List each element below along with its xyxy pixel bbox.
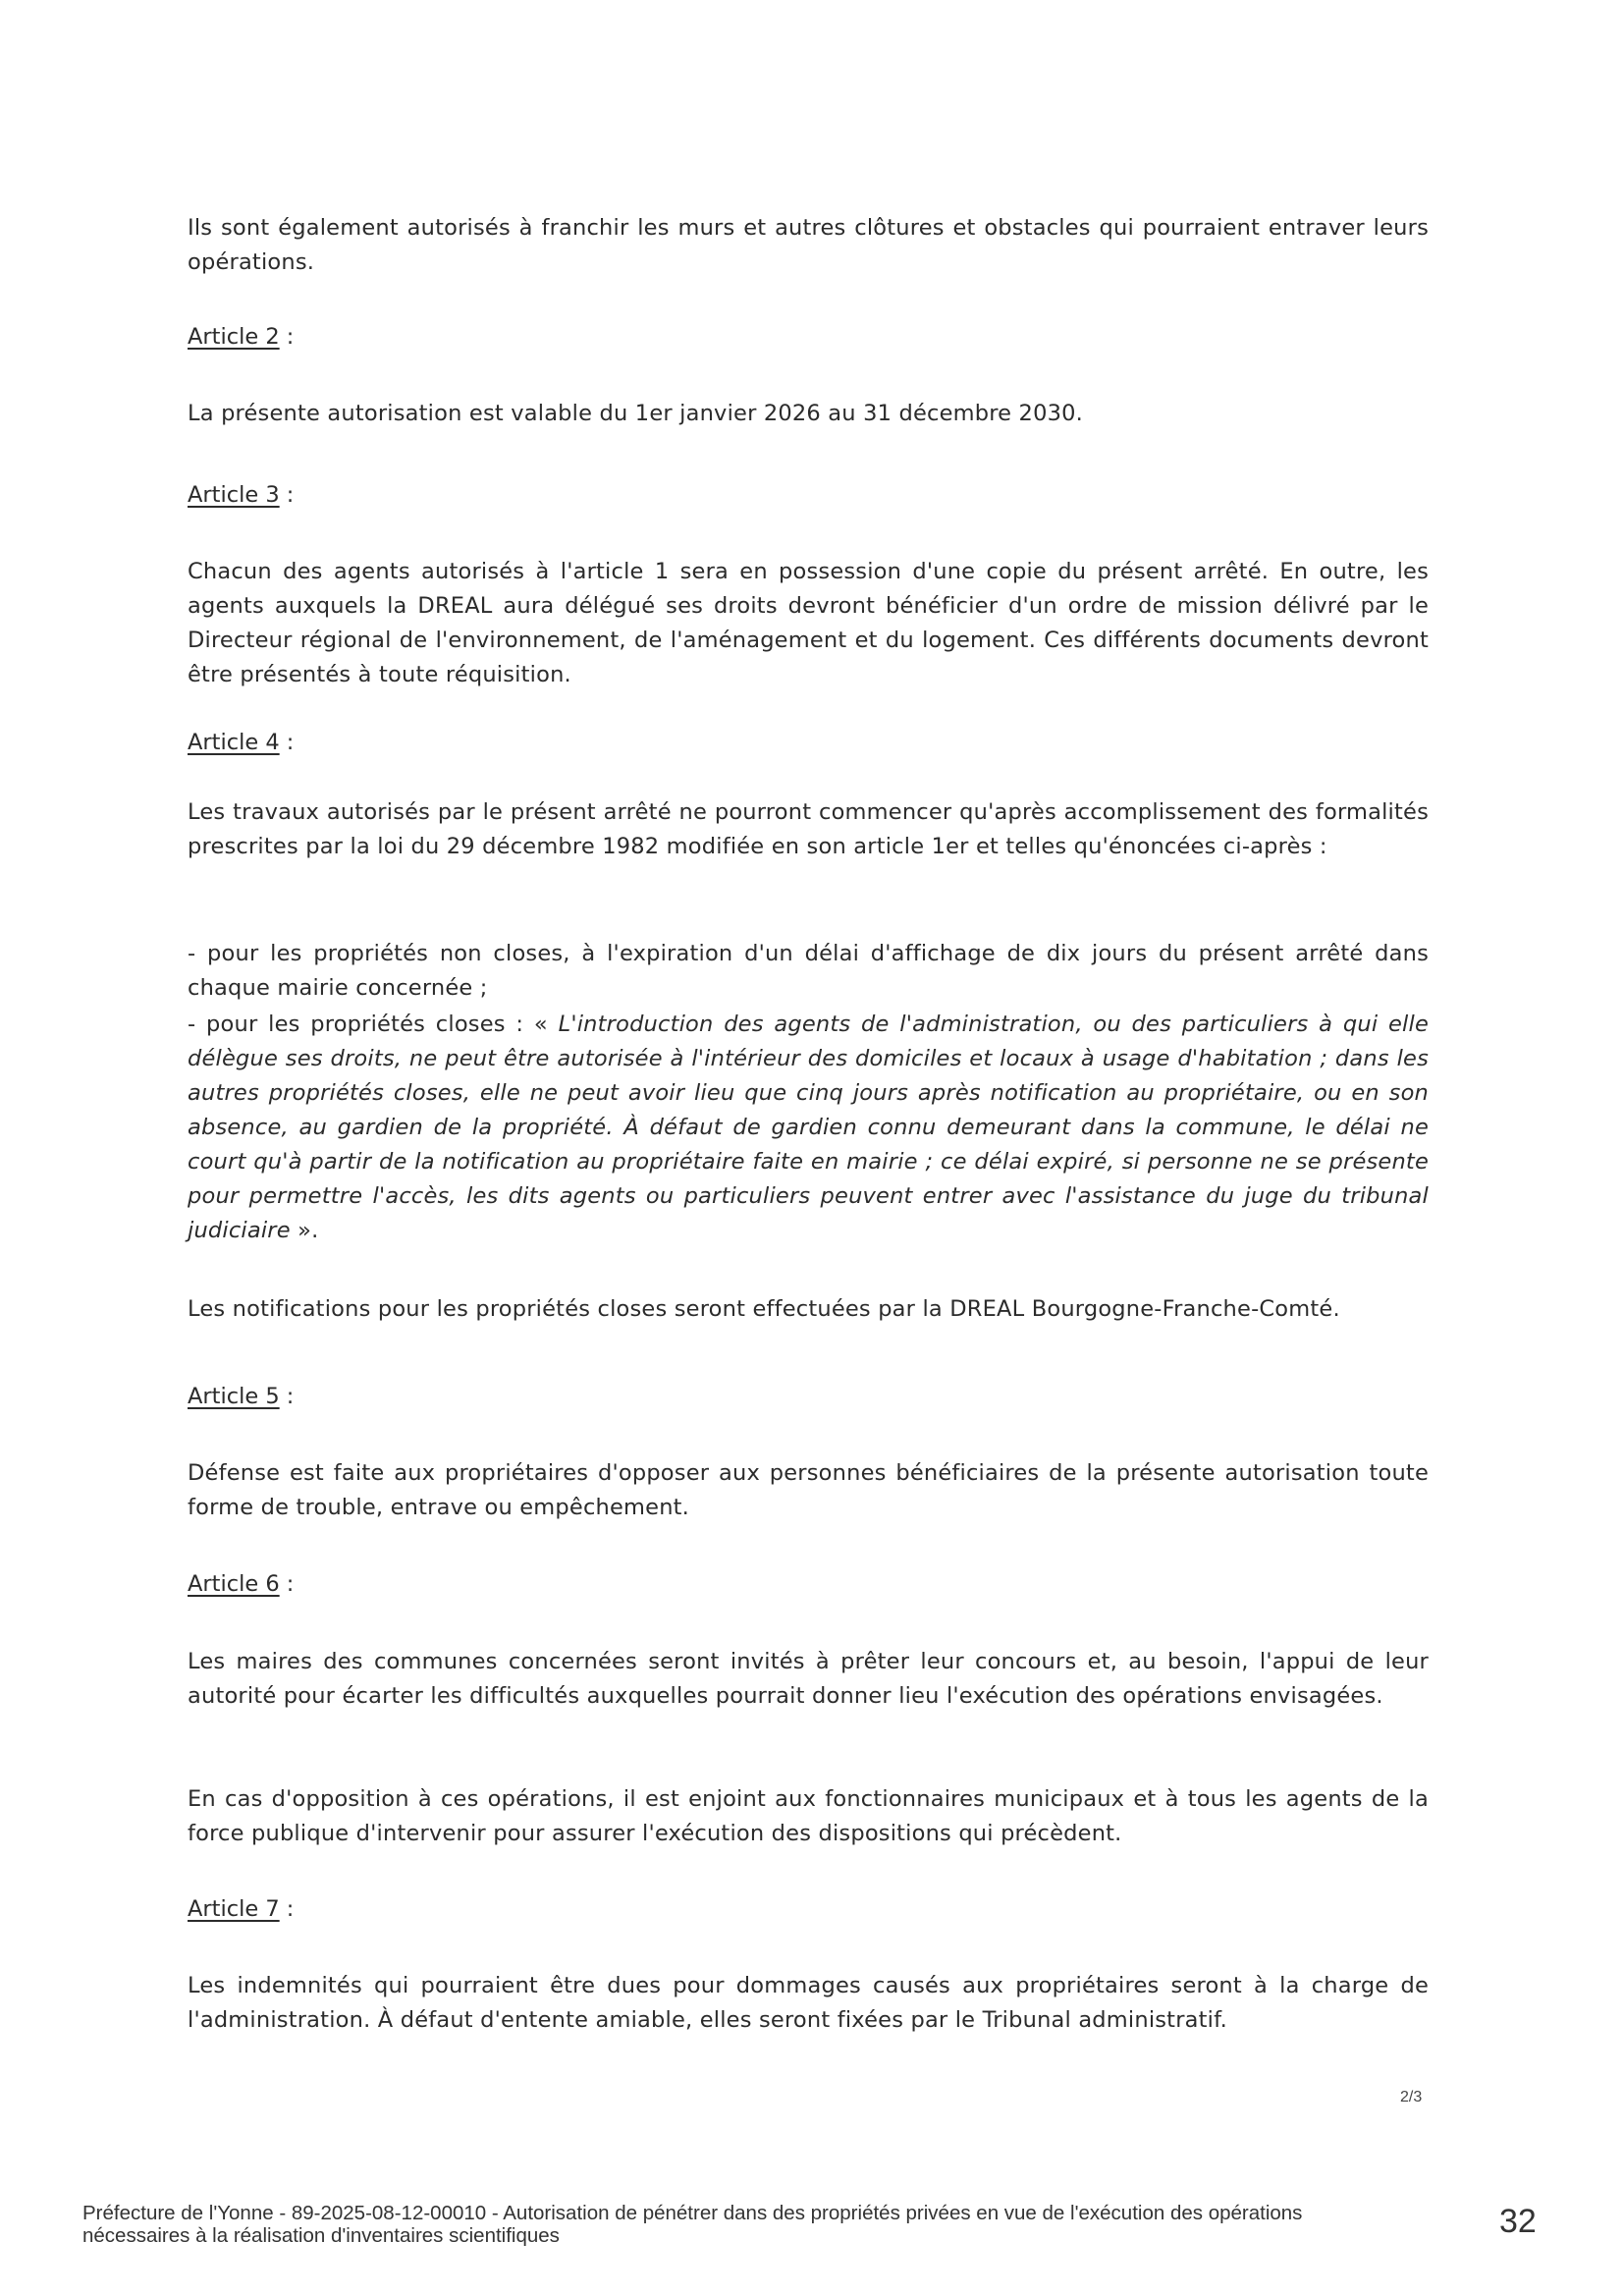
item-suffix: ».: [290, 1218, 319, 1243]
article-3-label: Article 3: [188, 482, 280, 508]
item-prefix: - pour les propriétés closes : «: [188, 1011, 559, 1037]
page-indicator: 2/3: [1400, 2089, 1423, 2105]
article-5-label: Article 5: [188, 1384, 280, 1409]
article-2-text: La présente autorisation est valable du 1er janvier 2026 au 31 décembre 2030.: [188, 401, 1083, 426]
article-2-label: Article 2: [188, 324, 280, 350]
article-4-item-closes: [188, 1008, 1429, 1248]
article-6-heading: [188, 1567, 294, 1602]
article-5-text: Défense est faite aux propriétaires d'opposer aux personnes bénéficiaires de la présente autorisation toute forme de trouble, entrave ou empêchement.: [188, 1460, 1429, 1520]
heading-colon: :: [279, 730, 295, 755]
article-2-heading: [188, 320, 294, 355]
article-4-text: Les travaux autorisés par le présent arrêté ne pourront commencer qu'après accomplissement des formalités prescrites par la loi du 29 décembre 1982 modifiée en son article 1er et telles qu'énoncées ci-après :: [188, 799, 1429, 859]
article-6-opposition: En cas d'opposition à ces opérations, il est enjoint aux fonctionnaires municipaux et à tous les agents de la force publique d'intervenir pour assurer l'exécution des dispositions qui précèdent.: [188, 1786, 1429, 1846]
footer-caption: Préfecture de l'Yonne - 89-2025-08-12-00010 - Autorisation de pénétrer dans des propriétés privées en vue de l'exécution des opérations nécessaires à la réalisation d'inventaires scientifiques: [82, 2202, 1303, 2247]
article-4-item-non-closes: - pour les propriétés non closes, à l'expiration d'un délai d'affichage de dix jours du présent arrêté dans chaque mairie concernée ;: [188, 941, 1429, 1001]
article-3-heading: [188, 478, 294, 513]
article-6-label: Article 6: [188, 1571, 280, 1597]
article-4-notifications: Les notifications pour les propriétés closes seront effectuées par la DREAL Bourgogne-Franche-Comté.: [188, 1296, 1340, 1322]
heading-colon: :: [279, 1384, 295, 1409]
heading-colon: :: [279, 324, 295, 350]
article-7-text: Les indemnités qui pourraient être dues pour dommages causés aux propriétaires seront à la charge de l'administration. À défaut d'entente amiable, elles seront fixées par le Tribunal administratif.: [188, 1973, 1429, 2033]
footer-page-number: 32: [1499, 2203, 1537, 2240]
article-7-heading: [188, 1892, 294, 1927]
heading-colon: :: [279, 1571, 295, 1597]
article-6-text: Les maires des communes concernées seront invités à prêter leur concours et, au besoin, l'appui de leur autorité pour écarter les difficultés auxquelles pourrait donner lieu l'exécution des opérations envisagées.: [188, 1649, 1429, 1709]
article-3-text: Chacun des agents autorisés à l'article 1 sera en possession d'une copie du présent arrêté. En outre, les agents auxquels la DREAL aura délégué ses droits devront bénéficier d'un ordre de mission délivré par le Directeur régional de l'environnement, de l'aménagement et du logement. Ces différents documents devront être présentés à toute réquisition.: [188, 559, 1429, 687]
heading-colon: :: [279, 1896, 295, 1922]
article-4-heading: [188, 726, 294, 760]
article-4-label: Article 4: [188, 730, 280, 755]
heading-colon: :: [279, 482, 295, 508]
article-7-label: Article 7: [188, 1896, 280, 1922]
intro-paragraph: Ils sont également autorisés à franchir les murs et autres clôtures et obstacles qui pourraient entraver leurs opérations.: [188, 215, 1429, 275]
article-5-heading: [188, 1380, 294, 1414]
legal-quote: L'introduction des agents de l'administration, ou des particuliers à qui elle délègue ses droits, ne peut être autorisée à l'intérieur des domiciles et locaux à usage d'habitation ; dans les autres propriétés closes, elle ne peut avoir lieu que cinq jours après notification au propriétaire, ou en son absence, au gardien de la propriété. À défaut de gardien connu demeurant dans la commune, le délai ne court qu'à partir de la notification au propriétaire faite en mairie ; ce délai expiré, si personne ne se présente pour permettre l'accès, les dits agents ou particuliers peuvent entrer avec l'assistance du juge du tribunal judiciaire: [188, 1011, 1429, 1243]
